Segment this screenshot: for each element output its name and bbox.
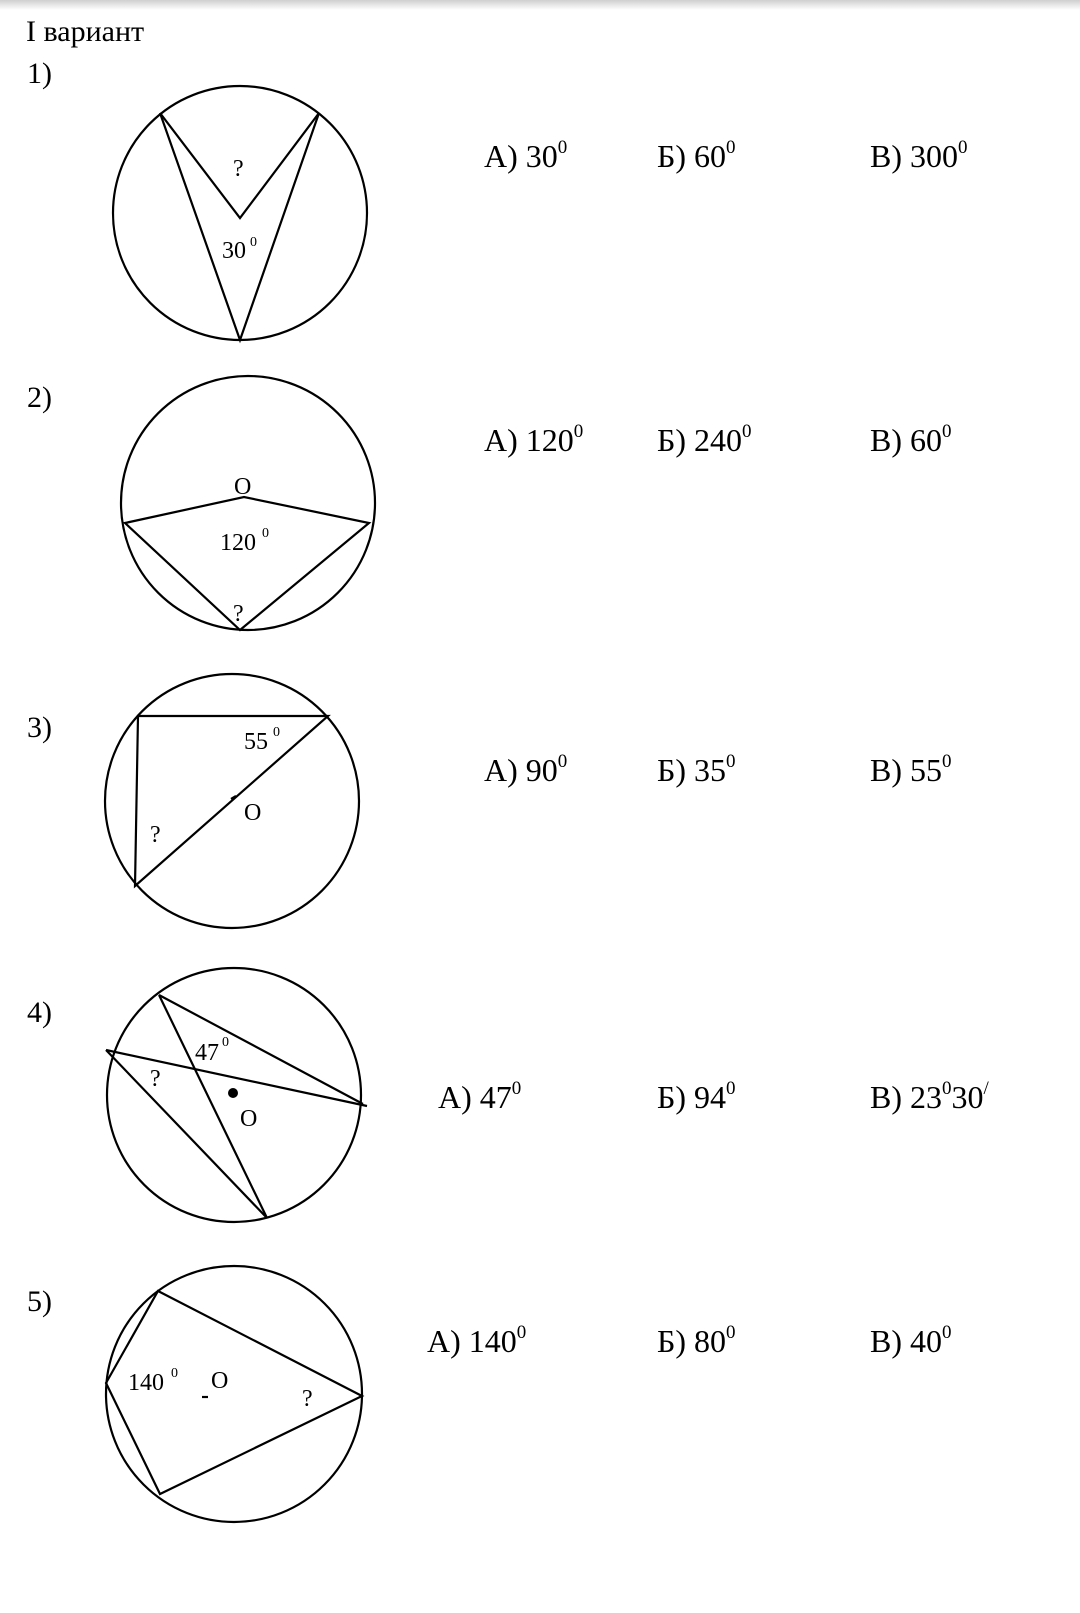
figure-2-unknown-angle: ? <box>233 601 244 627</box>
figure-4-degree-mark: 0 <box>222 1035 229 1050</box>
figure-3-unknown-angle: ? <box>150 822 161 848</box>
figure-1-unknown-angle: ? <box>233 156 244 182</box>
figure-4-unknown-angle: ? <box>150 1066 161 1092</box>
answer-option-c[interactable]: В) $60^0$ <box>870 421 952 458</box>
figure-3-right-triangle <box>105 674 359 928</box>
answer-option-a[interactable]: А) $47^0$ <box>438 1078 522 1115</box>
figure-5-degree-mark: 0 <box>171 1366 178 1381</box>
figure-3-triangle <box>135 716 328 886</box>
figure-2-kite <box>125 497 369 630</box>
answer-option-c[interactable]: В) $300^0$ <box>870 137 968 174</box>
answer-option-a[interactable]: А) $120^0$ <box>484 421 584 458</box>
figure-5-known-angle: 140 <box>128 1370 164 1396</box>
figure-1-known-angle: 30 <box>222 238 246 264</box>
question-1-number: 1) <box>27 57 52 90</box>
figure-3-known-angle: 55 <box>244 729 268 755</box>
answer-option-b[interactable]: Б) $60^0$ <box>657 137 736 174</box>
figure-2-central-angle <box>121 376 375 630</box>
figure-1-inscribed-angles <box>113 86 367 340</box>
figure-5-unknown-angle: ? <box>302 1386 313 1412</box>
answer-option-c[interactable]: В) $23^030^/$ <box>870 1078 989 1115</box>
figure-4-chord-a <box>159 995 363 1104</box>
answer-option-c[interactable]: В) $55^0$ <box>870 751 952 788</box>
question-5-number: 5) <box>27 1285 52 1318</box>
answer-option-b[interactable]: Б) $94^0$ <box>657 1078 736 1115</box>
figure-2-center-label: O <box>234 474 252 500</box>
answer-option-a[interactable]: А) $30^0$ <box>484 137 568 174</box>
figure-1-inscribed-angle <box>160 113 319 340</box>
figure-3-center-label: O <box>244 800 262 826</box>
figure-2-degree-mark: 0 <box>262 526 269 541</box>
variant-heading: I вариант <box>26 15 145 48</box>
answer-option-a[interactable]: А) $140^0$ <box>427 1322 527 1359</box>
figure-4-chord-d <box>106 1050 367 1106</box>
figure-4-chord-c <box>106 1050 267 1218</box>
answer-option-b[interactable]: Б) $80^0$ <box>657 1322 736 1359</box>
figure-4-center-label: O <box>240 1106 258 1132</box>
figure-5-center-label: O <box>211 1368 229 1394</box>
figure-1-degree-mark: 0 <box>250 235 257 250</box>
answer-option-b[interactable]: Б) $35^0$ <box>657 751 736 788</box>
figure-2-circle <box>121 376 375 630</box>
answer-option-c[interactable]: В) $40^0$ <box>870 1322 952 1359</box>
answer-option-b[interactable]: Б) $240^0$ <box>657 421 752 458</box>
question-4-number: 4) <box>27 996 52 1029</box>
question-2-number: 2) <box>27 381 52 414</box>
figure-4-center-point <box>228 1088 238 1098</box>
figure-4-known-angle: 47 <box>195 1040 219 1066</box>
figure-2-known-angle: 120 <box>220 530 256 556</box>
figure-1-circle <box>113 86 367 340</box>
figure-3-degree-mark: 0 <box>273 725 280 740</box>
answer-option-a[interactable]: А) $90^0$ <box>484 751 568 788</box>
question-3-number: 3) <box>27 711 52 744</box>
